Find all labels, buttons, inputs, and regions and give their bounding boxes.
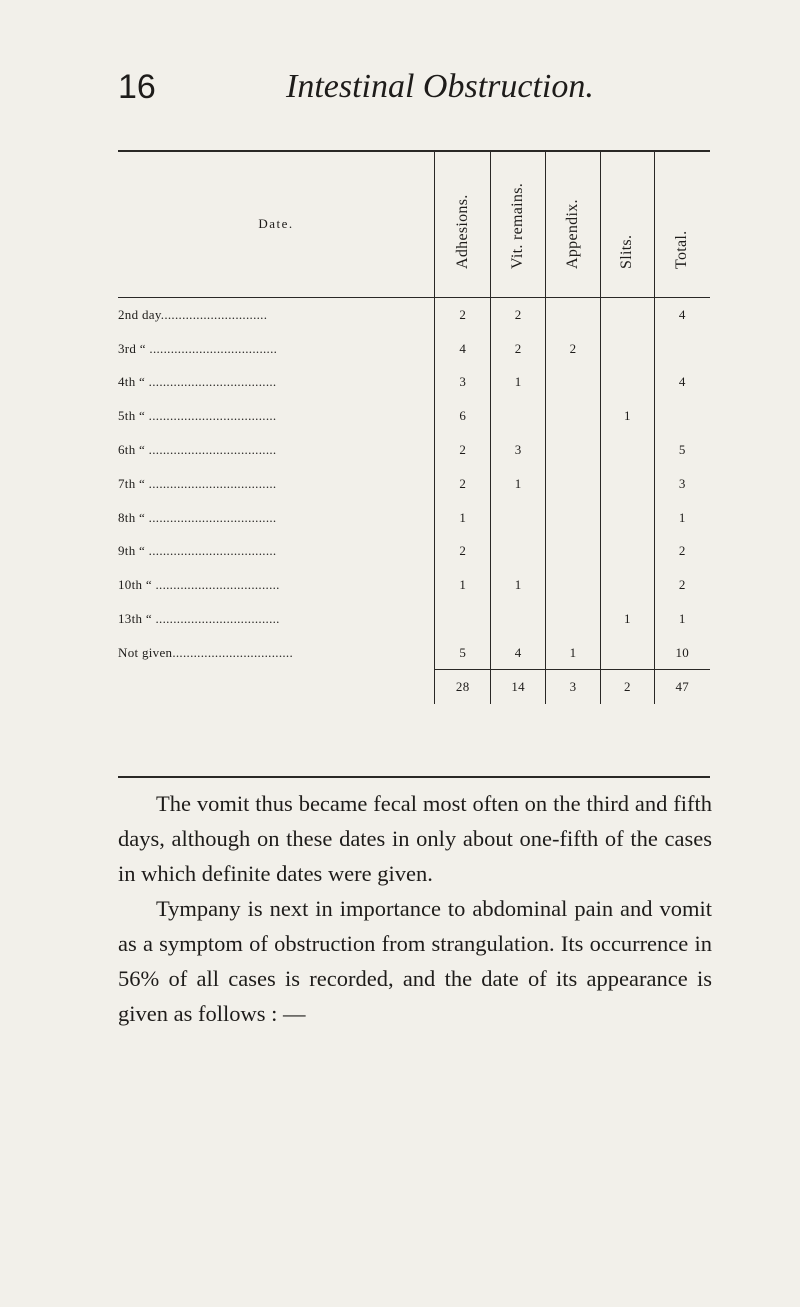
cell: 2 xyxy=(435,467,491,501)
cell: 1 xyxy=(491,568,545,602)
cell: 6 xyxy=(435,399,491,433)
table-row xyxy=(118,366,710,400)
cell: 2 xyxy=(545,332,600,366)
table-row xyxy=(118,568,710,602)
paragraph: Tympany is next in importance to abdominal pain and vomit as a symptom of obstruction from strangulation. Its occurrence in 56% of all cases is recorded, and the date of its appearance is given as follows : — xyxy=(118,896,712,1026)
cell xyxy=(601,467,654,501)
totals-row xyxy=(118,670,710,704)
cell: 1 xyxy=(491,467,545,501)
cell: 3 xyxy=(654,467,710,501)
total-cell: 3 xyxy=(545,670,600,704)
cell: 2 xyxy=(491,332,545,366)
cell xyxy=(601,366,654,400)
total-cell: 14 xyxy=(491,670,545,704)
table-header-row xyxy=(118,150,710,298)
cell xyxy=(491,535,545,569)
cell: 2 xyxy=(654,535,710,569)
cell: 3 xyxy=(491,433,545,467)
row-label: 9th “ .................................... xyxy=(118,543,277,559)
cell: 1 xyxy=(601,399,654,433)
cell: 2 xyxy=(435,433,491,467)
cell xyxy=(654,399,710,433)
col-header-appendix: Appendix. xyxy=(545,150,600,298)
cell xyxy=(601,636,654,670)
cell: 4 xyxy=(654,366,710,400)
table-row xyxy=(118,501,710,535)
cell: 2 xyxy=(491,298,545,332)
cell xyxy=(491,501,545,535)
cell xyxy=(545,467,600,501)
cell xyxy=(491,602,545,636)
running-title: Intestinal Obstruction. xyxy=(286,68,594,105)
cell: 2 xyxy=(435,298,491,332)
col-header-adhesions: Adhesions. xyxy=(435,150,491,298)
body-text xyxy=(118,786,712,1031)
cell: 3 xyxy=(435,366,491,400)
cell xyxy=(545,366,600,400)
cell: 5 xyxy=(435,636,491,670)
row-label: 6th “ .................................... xyxy=(118,442,277,458)
row-label: 7th “ .................................... xyxy=(118,475,277,491)
cell: 2 xyxy=(654,568,710,602)
page-number: 16 xyxy=(118,68,156,106)
row-label: 13th “ ................................... xyxy=(118,611,280,627)
cell xyxy=(491,399,545,433)
cell xyxy=(601,433,654,467)
cell: 1 xyxy=(654,501,710,535)
totals-label-empty xyxy=(118,670,435,704)
cell: 1 xyxy=(545,636,600,670)
cell xyxy=(545,433,600,467)
col-header-vit-remains: Vit. remains. xyxy=(491,150,545,298)
cell xyxy=(601,568,654,602)
cell xyxy=(654,332,710,366)
cell xyxy=(435,602,491,636)
cell xyxy=(545,501,600,535)
row-label: 5th “ .................................... xyxy=(118,408,277,424)
cell xyxy=(545,602,600,636)
cell xyxy=(545,535,600,569)
table-row xyxy=(118,467,710,501)
col-header-slits: Slits. xyxy=(601,150,654,298)
cell: 4 xyxy=(491,636,545,670)
cell: 1 xyxy=(435,568,491,602)
table-row xyxy=(118,636,710,670)
cell: 1 xyxy=(654,602,710,636)
cell: 2 xyxy=(435,535,491,569)
cell xyxy=(545,568,600,602)
table-row xyxy=(118,332,710,366)
table-bottom-rule xyxy=(118,776,710,778)
cell xyxy=(545,399,600,433)
cell: 5 xyxy=(654,433,710,467)
date-table xyxy=(118,150,710,704)
row-label: 4th “ .................................... xyxy=(118,374,277,390)
table-row xyxy=(118,433,710,467)
cell: 1 xyxy=(435,501,491,535)
cell xyxy=(601,535,654,569)
table-row xyxy=(118,298,710,332)
cell: 1 xyxy=(601,602,654,636)
date-column-header: Date. xyxy=(118,150,435,298)
cell xyxy=(545,298,600,332)
row-label: 3rd “ .................................... xyxy=(118,340,278,356)
page-header xyxy=(118,68,800,118)
table-row xyxy=(118,602,710,636)
cell: 1 xyxy=(491,366,545,400)
total-cell: 2 xyxy=(601,670,654,704)
cell xyxy=(601,501,654,535)
row-label: 8th “ .................................... xyxy=(118,509,277,525)
row-label: Not given.................................. xyxy=(118,644,294,660)
col-header-total: Total. xyxy=(654,150,710,298)
table-row xyxy=(118,535,710,569)
cell: 4 xyxy=(654,298,710,332)
cell xyxy=(601,298,654,332)
cell: 10 xyxy=(654,636,710,670)
row-label: 2nd day.............................. xyxy=(118,306,268,322)
paragraph: The vomit thus became fecal most often on the third and fifth days, although on these dates in only about one-fifth of the cases in which definite dates were given. xyxy=(118,791,712,886)
total-cell: 28 xyxy=(435,670,491,704)
total-cell: 47 xyxy=(654,670,710,704)
cell: 4 xyxy=(435,332,491,366)
row-label: 10th “ ................................... xyxy=(118,577,280,593)
cell xyxy=(601,332,654,366)
table-row xyxy=(118,399,710,433)
